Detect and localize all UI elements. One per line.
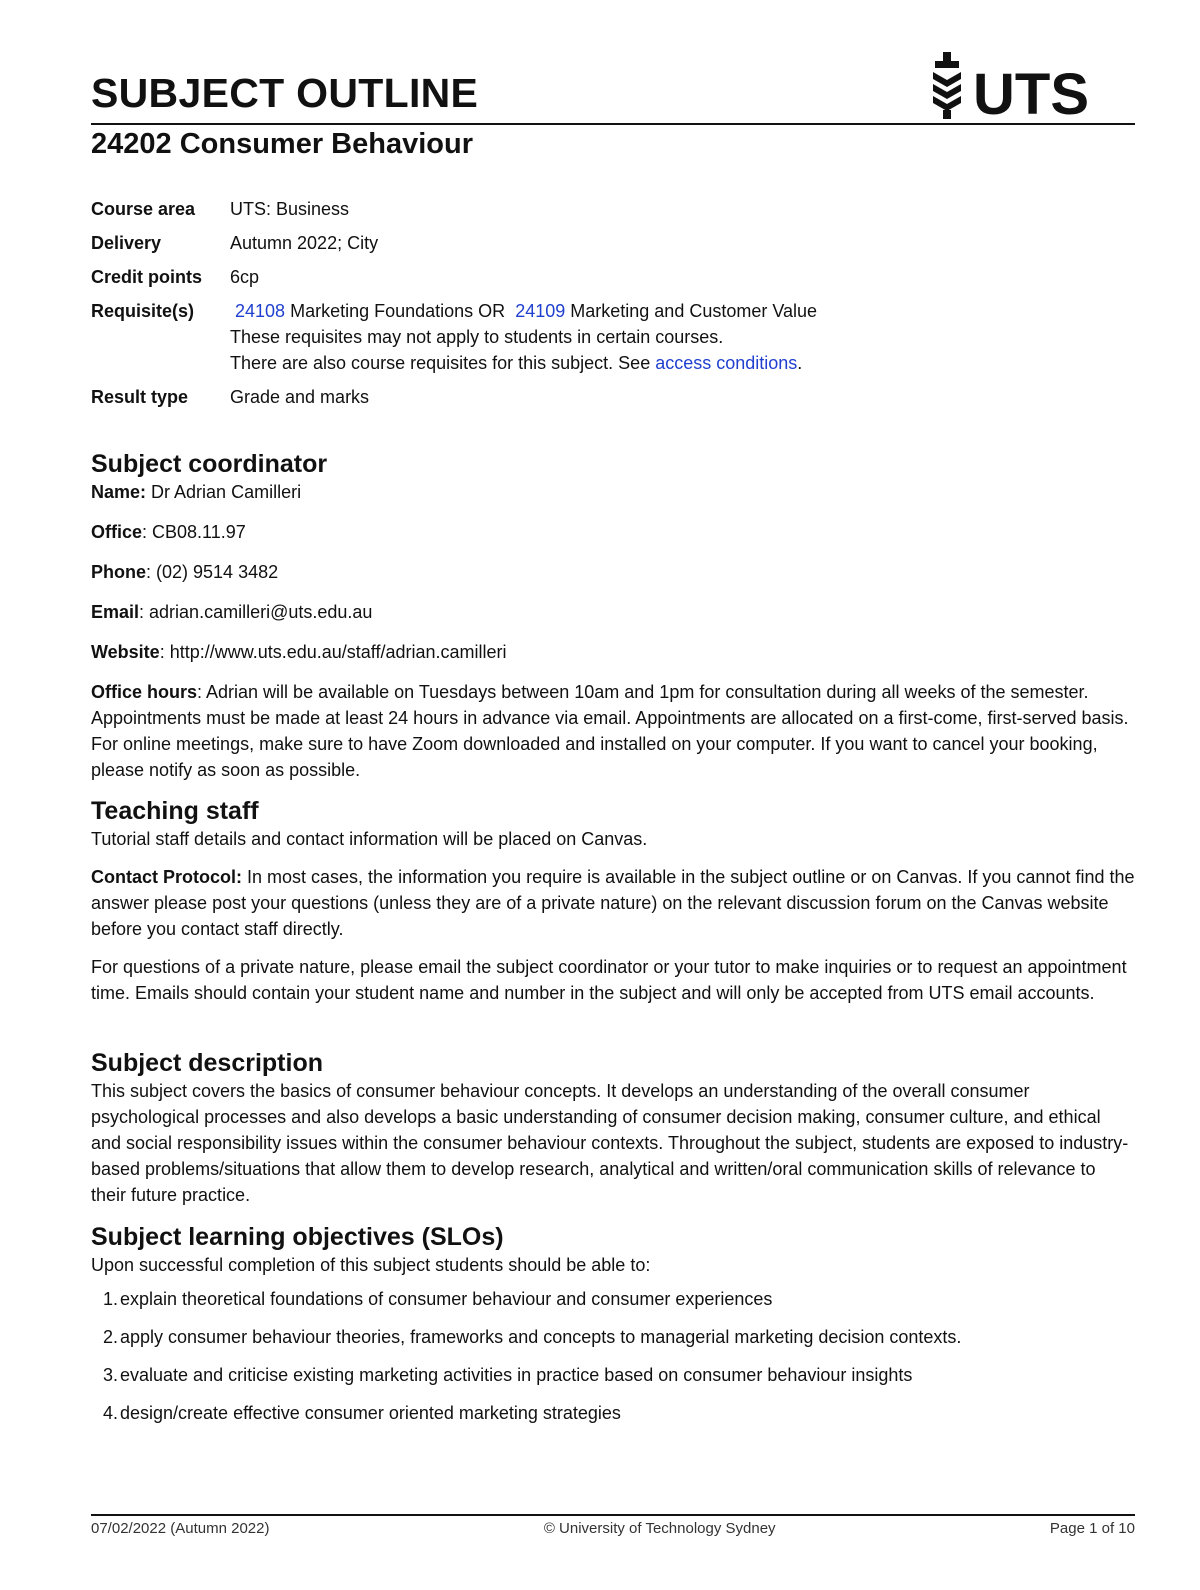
requisites-note-2-end: . xyxy=(797,353,803,373)
list-number: 3. xyxy=(102,1365,118,1385)
website-value: : http://www.uts.edu.au/staff/adrian.camilleri xyxy=(159,642,507,662)
coordinator-name xyxy=(91,479,1135,505)
teaching-staff-intro: Tutorial staff details and contact information will be placed on Canvas. xyxy=(91,829,648,849)
footer-rule xyxy=(91,1514,1135,1516)
requisite-name-2: Marketing and Customer Value xyxy=(565,301,818,321)
name-label: Name: xyxy=(91,482,147,502)
uts-crest-icon xyxy=(929,48,1099,122)
list-item xyxy=(91,1286,1135,1312)
requisite-link-24109[interactable]: 24109 xyxy=(515,301,566,321)
subject-title: 24202 Consumer Behaviour xyxy=(91,128,473,160)
teaching-staff-heading: Teaching staff xyxy=(91,797,259,825)
coordinator-website xyxy=(91,639,1135,665)
teaching-staff-section xyxy=(91,796,1135,1006)
objectives-list xyxy=(91,1286,1135,1426)
page-footer xyxy=(91,1520,1135,1537)
requisites-note-2 xyxy=(230,350,817,376)
objectives-heading: Subject learning objectives (SLOs) xyxy=(91,1223,504,1251)
list-number: 1. xyxy=(102,1289,118,1309)
description-heading: Subject description xyxy=(91,1049,323,1077)
phone-value: : (02) 9514 3482 xyxy=(146,562,279,582)
private-questions: For questions of a private nature, please email the subject coordinator or your tutor to make inquiries or to request an appointment time. Emails should contain your student name and number in the subject and will only be accepted from UTS email accounts. xyxy=(91,957,1127,1003)
svg-text:UTS: UTS xyxy=(973,62,1089,122)
requisite-name-1: Marketing Foundations OR xyxy=(285,301,511,321)
email-label: Email xyxy=(91,602,140,622)
coordinator-office-hours xyxy=(91,679,1135,783)
requisites-value xyxy=(230,298,817,376)
office-hours-label: Office hours xyxy=(91,682,198,702)
result-type-row xyxy=(91,384,817,410)
phone-label: Phone xyxy=(91,562,147,582)
coordinator-office xyxy=(91,519,1135,545)
name-value: Dr Adrian Camilleri xyxy=(146,482,302,502)
credit-row xyxy=(91,264,817,290)
office-hours-value: : Adrian will be available on Tuesdays between 10am and 1pm for consultation during all weeks of the semester. Appointments must be made at least 24 hours in advance via email. Appointments are allocated on a first-come, first-served basis. For online meetings, make sure to have Zoom downloaded and installed on your computer. If you want to cancel your booking, please notify as soon as possible. xyxy=(91,682,1129,780)
subject-details xyxy=(91,196,817,418)
list-text: evaluate and criticise existing marketing activities in practice based on consumer behaviour insights xyxy=(120,1365,913,1385)
credit-label: Credit points xyxy=(91,267,202,287)
list-text: explain theoretical foundations of consumer behaviour and consumer experiences xyxy=(120,1289,773,1309)
description-section xyxy=(91,1048,1135,1208)
objectives-section xyxy=(91,1222,1135,1438)
coordinator-phone xyxy=(91,559,1135,585)
list-text: apply consumer behaviour theories, frameworks and concepts to managerial marketing decision contexts. xyxy=(120,1327,962,1347)
document-title: SUBJECT OUTLINE xyxy=(91,70,479,116)
requisites-row xyxy=(91,298,817,376)
result-type-label: Result type xyxy=(91,387,189,407)
contact-protocol-label: Contact Protocol: xyxy=(91,867,242,887)
course-area-row xyxy=(91,196,817,222)
coordinator-section xyxy=(91,449,1135,783)
credit-value: 6cp xyxy=(230,267,260,287)
description-text: This subject covers the basics of consumer behaviour concepts. It develops an understanding of the overall consumer psychological processes and also develops a basic understanding of consumer decision making, consumer culture, and ethical and social responsibility issues within the consumer behaviour contexts. Throughout the subject, students are exposed to industry-based problems/situations that allow them to develop research, analytical and written/oral communication skills of relevance to their future practice. xyxy=(91,1081,1129,1205)
header-rule xyxy=(91,123,1135,125)
delivery-row xyxy=(91,230,817,256)
footer-copyright: © University of Technology Sydney xyxy=(543,1520,776,1537)
office-value: : CB08.11.97 xyxy=(142,522,246,542)
objectives-intro: Upon successful completion of this subject students should be able to: xyxy=(91,1255,651,1275)
coordinator-heading: Subject coordinator xyxy=(91,450,328,478)
list-number: 2. xyxy=(102,1327,118,1347)
email-value: : adrian.camilleri@uts.edu.au xyxy=(139,602,373,622)
requisite-link-24108[interactable]: 24108 xyxy=(235,301,286,321)
contact-protocol-text: In most cases, the information you require is available in the subject outline or on Canvas. If you cannot find the answer please post your questions (unless they are of a private nature) on the relevant discussion forum on the Canvas website before you contact staff directly. xyxy=(91,867,1135,939)
website-label: Website xyxy=(91,642,160,662)
contact-protocol xyxy=(91,864,1135,942)
delivery-label: Delivery xyxy=(91,233,162,253)
requisites-note-1: These requisites may not apply to students in certain courses. xyxy=(230,327,724,347)
requisites-label: Requisite(s) xyxy=(91,301,195,321)
requisites-note-2-text: There are also course requisites for this subject. See xyxy=(230,353,656,373)
list-item xyxy=(91,1400,1135,1426)
list-number: 4. xyxy=(102,1403,118,1423)
office-label: Office xyxy=(91,522,143,542)
requisites-line xyxy=(230,298,817,324)
coordinator-email xyxy=(91,599,1135,625)
list-item xyxy=(91,1362,1135,1388)
course-area-label: Course area xyxy=(91,199,196,219)
delivery-value: Autumn 2022; City xyxy=(230,233,379,253)
footer-date: 07/02/2022 (Autumn 2022) xyxy=(91,1520,270,1537)
course-area-value: UTS: Business xyxy=(230,199,350,219)
list-item xyxy=(91,1324,1135,1350)
uts-logo xyxy=(929,48,1099,122)
result-type-value: Grade and marks xyxy=(230,387,370,407)
access-conditions-link[interactable]: access conditions xyxy=(655,353,798,373)
footer-page-number: Page 1 of 10 xyxy=(1049,1520,1135,1537)
list-text: design/create effective consumer oriented marketing strategies xyxy=(120,1403,621,1423)
